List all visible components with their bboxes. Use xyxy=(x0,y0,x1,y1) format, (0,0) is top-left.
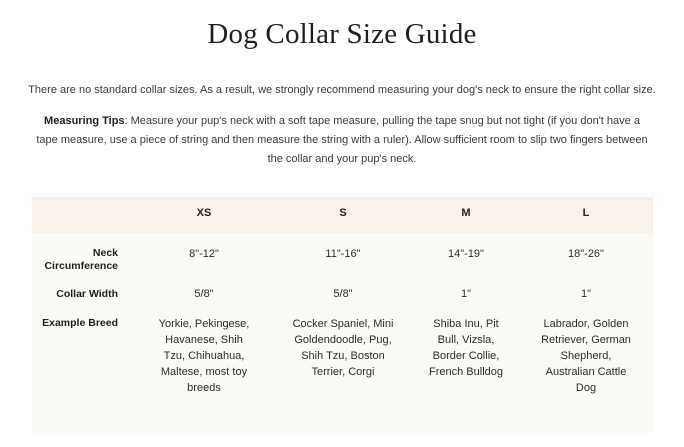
measuring-tips-text: : Measure your pup's neck with a soft tape measure, pulling the tape snug but not tight (if you don't have a tape measure, use a piece of string and then measure the string with a ruler). Allow sufficient room to slip two fingers between the collar and your pup's neck. xyxy=(36,115,648,165)
table-cell: Cocker Spaniel, Mini Goldendoodle, Pug, Shih Tzu, Boston Terrier, Corgi xyxy=(292,318,394,378)
table-cell: 5/8" xyxy=(194,288,214,300)
table-cell: 1" xyxy=(580,288,592,300)
size-table xyxy=(32,197,653,433)
row-label-collar-width: Collar Width xyxy=(56,288,118,300)
measuring-tips-label: Measuring Tips xyxy=(44,115,125,127)
table-header xyxy=(32,197,653,233)
column-header-xs: XS xyxy=(196,207,212,219)
column-header-l: L xyxy=(582,207,590,219)
table-cell: 1" xyxy=(460,288,472,300)
table-cell: 5/8" xyxy=(333,288,353,300)
page-title: Dog Collar Size Guide xyxy=(207,18,477,50)
table-cell: 8"-12" xyxy=(189,248,219,260)
intro-text: There are no standard collar sizes. As a result, we strongly recommend measuring your dog's neck to ensure the right collar size. xyxy=(28,84,656,96)
measuring-tips xyxy=(36,112,648,169)
row-label-neck-circumference: Neck Circumference xyxy=(44,247,118,272)
table-cell: Labrador, Golden Retriever, German Shepherd, Australian Cattle Dog xyxy=(541,318,631,394)
row-label-example-breed: Example Breed xyxy=(42,317,118,329)
table-cell: Shiba Inu, Pit Bull, Vizsla, Border Collie, French Bulldog xyxy=(429,318,503,378)
column-header-s: S xyxy=(339,207,347,219)
table-cell: 11"-16" xyxy=(325,248,361,260)
table-cell: Yorkie, Pekingese, Havanese, Shih Tzu, Chihuahua, Maltese, most toy breeds xyxy=(158,318,250,394)
column-header-m: M xyxy=(461,207,471,219)
table-cell: 14"-19" xyxy=(448,248,484,260)
table-cell: 18"-26" xyxy=(568,248,604,260)
